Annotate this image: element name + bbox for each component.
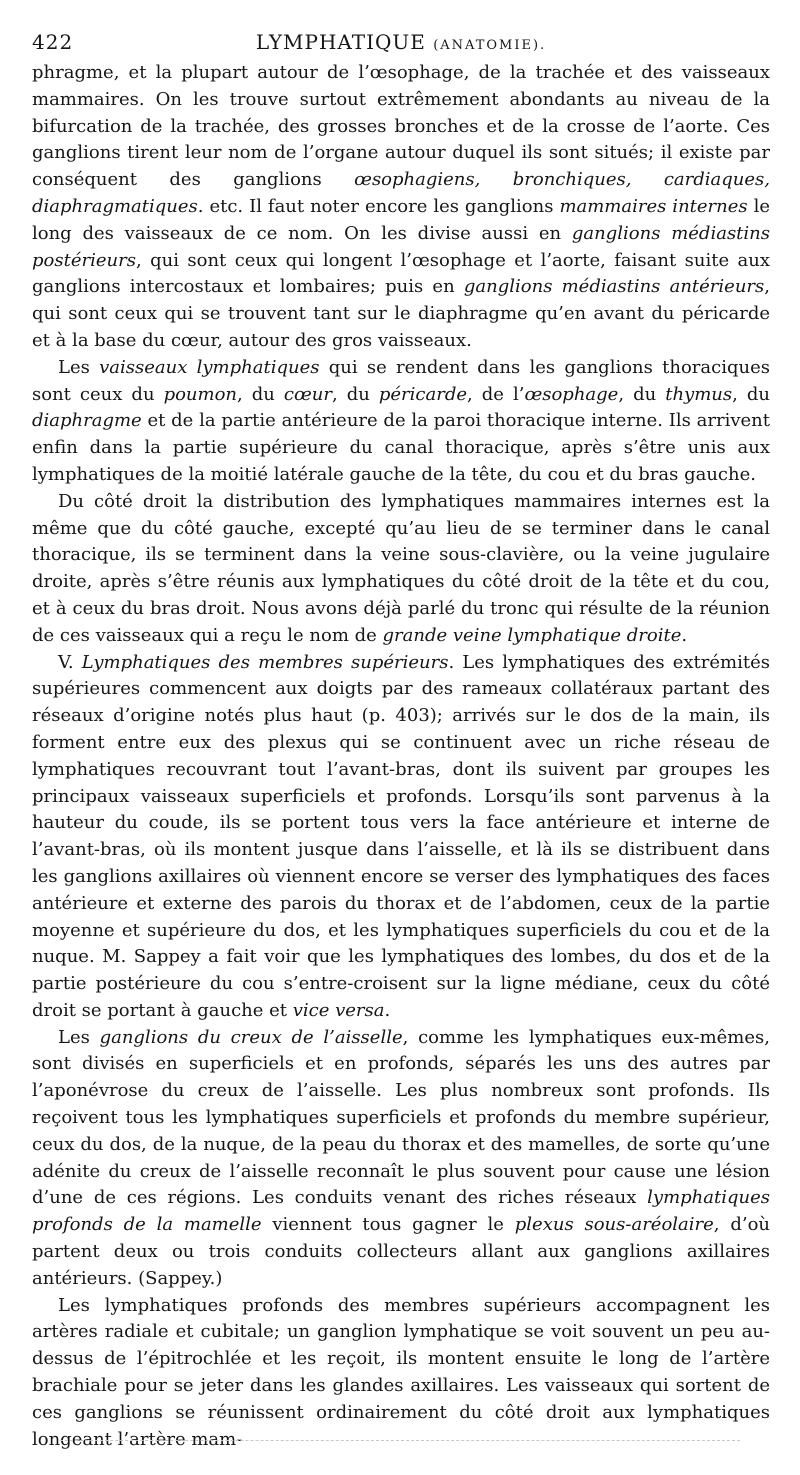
text-run: Les	[58, 356, 100, 378]
italic-run: mammaires internes	[559, 195, 748, 217]
page-edge-mark	[60, 1440, 740, 1443]
text-run: , qui sont ceux qui se trouvent tant sur le diaphragme qu’en avant du péricarde et à la base du cœur, autour des gros vaisseaux.	[32, 276, 770, 351]
paragraph-p4	[32, 650, 770, 1025]
text-run: Les	[58, 1026, 100, 1048]
italic-run: ganglions médiastins postérieurs	[32, 222, 771, 271]
text-run: qui se rendent dans les ganglions thoraciques sont ceux du	[32, 356, 770, 405]
italic-run: grande veine lymphatique droite	[382, 624, 682, 646]
text-run: .	[681, 624, 688, 646]
italic-run: plexus sous-aréolaire	[514, 1214, 714, 1236]
paragraph-p3	[32, 489, 770, 650]
text-run: , du	[618, 383, 666, 405]
text-run: , du	[237, 383, 284, 405]
text-run: V.	[58, 651, 82, 673]
text-run: , du	[331, 383, 379, 405]
text-run: viennent tous gagner le	[261, 1214, 515, 1236]
paragraph-p2	[32, 355, 770, 489]
text-run: Les lymphatiques profonds des membres supérieurs accompagnent les artères radiale et cubitale; un ganglion lymphatique se voit souvent un peu au-dessus de l’épitrochlée et les reçoit, ils montent ensuite le long de l’artère brachiale pour se jeter dans les glandes axillaires. Les vaisseaux qui sortent de ces ganglions se réunissent ordinairement du côté droit aux lymphatiques longeant l’artère mam-	[32, 1294, 770, 1450]
text-run: , d’où partent deux ou trois conduits collecteurs allant aux ganglions axillaires antérieurs. (Sappey.)	[32, 1214, 770, 1289]
text-run: le long des vaisseaux de ce nom. On les divise aussi en	[32, 195, 771, 244]
italic-run: œsophagiens, bronchiques, cardiaques, diaphragmatiques	[32, 169, 770, 217]
italic-run: péricarde	[378, 383, 468, 405]
paragraph-p6	[32, 1293, 770, 1454]
italic-run: thymus	[665, 383, 733, 405]
text-run: . Les lymphatiques des extrémités supérieures commencent aux doigts par des rameaux collatéraux partant des réseaux d’origine notés plus haut (p. 403); arrivés sur le dos de la main, ils forment entre eux des plexus qui se continuent avec un riche réseau de lymphatiques recouvrant tout l’avant-bras, dont ils suivent par groupes les principaux vaisseaux superficiels et profonds. Lorsqu’ils sont parvenus à la hauteur du coude, ils se portent tous vers la face antérieure et interne de l’avant-bras, où ils montent jusque dans l’aisselle, et là ils se distribuent dans les ganglions axillaires où viennent encore se verser des lymphatiques des faces antérieure et externe des parois du thorax et de l’abdomen, ceux de la partie moyenne et supérieure du dos, et les lymphatiques superficiels du cou et de la nuque. M. Sappey a fait voir que les lymphatiques des lombes, du dos et de la partie postérieure du cou s’entre-croisent sur la ligne médiane, ceux du côté droit se portant à gauche et	[32, 651, 770, 1021]
text-run: et de la partie antérieure de la paroi thoracique interne. Ils arrivent enfin dans la partie supérieure du canal thoracique, après s’être unis aux lymphatiques de la moitié latérale gauche de la tête, du cou et du bras gauche.	[32, 410, 770, 485]
text-run: . etc. Il faut noter encore les ganglions	[197, 195, 560, 217]
italic-run: vice versa	[292, 999, 385, 1021]
paragraph-p1	[32, 60, 770, 355]
italic-run: lymphatiques profonds de la mamelle	[32, 1187, 770, 1236]
text-run: .	[384, 999, 391, 1021]
italic-run: œsophage	[524, 383, 619, 405]
text-run: , qui sont ceux qui longent l’œsophage et l’aorte, faisant suite aux ganglions intercostaux et lombaires; puis en	[32, 249, 770, 298]
italic-run: diaphragme	[32, 410, 142, 432]
italic-run: cœur	[283, 383, 332, 405]
italic-run: ganglions médiastins antérieurs	[463, 276, 765, 298]
page-header	[32, 22, 770, 60]
italic-run: vaisseaux lymphatiques	[99, 356, 320, 378]
text-run: , de l’	[467, 383, 525, 405]
page-number: 422	[32, 30, 74, 54]
body-text	[32, 60, 770, 1453]
running-head-title: LYMPHATIQUE	[255, 30, 426, 54]
running-head-subtitle: (ANATOMIE).	[433, 38, 547, 53]
document-page	[32, 22, 770, 1453]
paragraph-p5	[32, 1025, 770, 1293]
italic-run: poumon	[163, 383, 238, 405]
text-run: Du côté droit la distribution des lymphatiques mammaires internes est la même que du côté gauche, excepté qu’au lieu de se terminer dans le canal thoracique, ils se terminent dans la veine sous-clavière, ou la veine jugulaire droite, après s’être réunis aux lymphatiques du côté droit de la tête et du cou, et à ceux du bras droit. Nous avons déjà parlé du tronc qui résulte de la réunion de ces vaisseaux qui a reçu le nom de	[32, 490, 770, 646]
text-run: , comme les lymphatiques eux-mêmes, sont divisés en superficiels et en profonds, séparés les uns des autres par l’aponévrose du creux de l’aisselle. Les plus nombreux sont profonds. Ils reçoivent tous les lymphatiques superficiels et profonds du membre supérieur, ceux du dos, de la nuque, de la peau du thorax et des mamelles, de sorte qu’une adénite du creux de l’aisselle reconnaît le plus souvent pour cause une lésion d’une de ces régions. Les conduits venant des riches réseaux	[32, 1026, 770, 1209]
text-run: , du	[732, 383, 770, 405]
italic-run: ganglions du creux de l’aisselle	[99, 1026, 403, 1048]
italic-run: Lymphatiques des membres supérieurs	[81, 651, 449, 673]
running-head	[32, 30, 770, 54]
text-run: phragme, et la plupart autour de l’œsophage, de la trachée et des vaisseaux mammaires. On les trouve surtout extrêmement abondants au niveau de la bifurcation de la trachée, des grosses bronches et de la crosse de l’aorte. Ces ganglions tirent leur nom de l’organe autour duquel ils sont situés; il existe par conséquent des ganglions	[32, 62, 770, 191]
